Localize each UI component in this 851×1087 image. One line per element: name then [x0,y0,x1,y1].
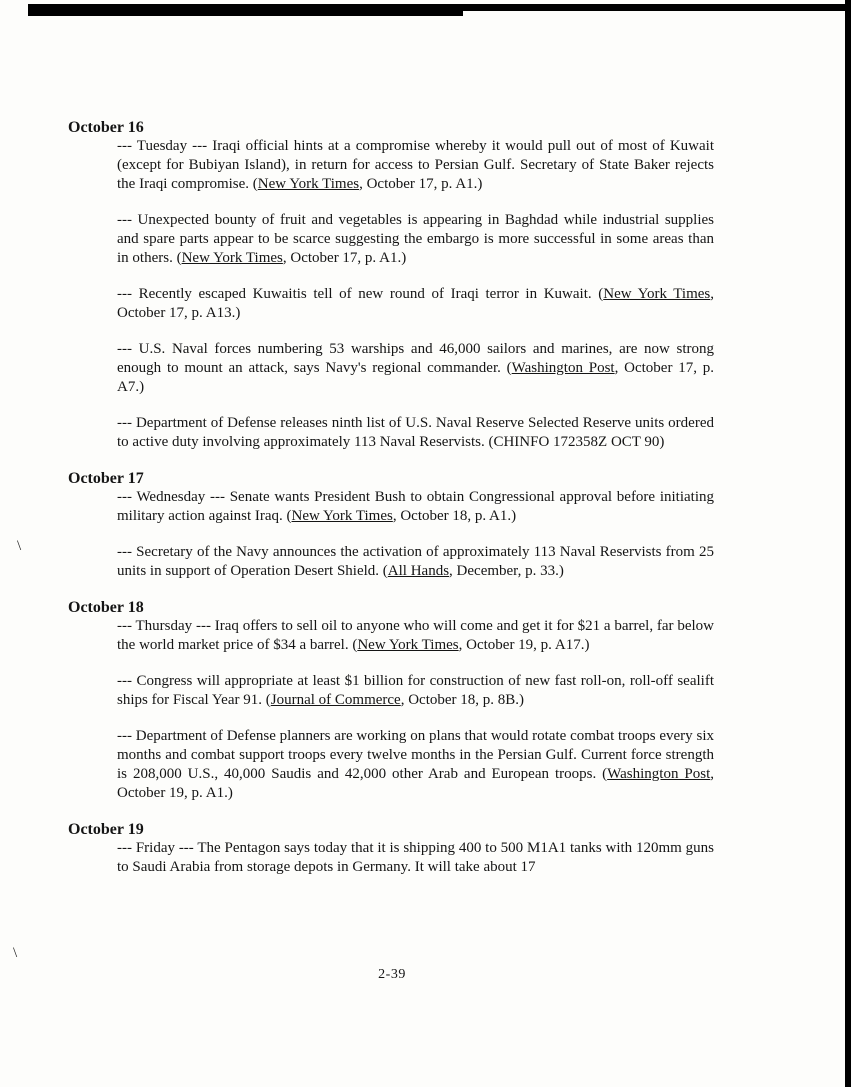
section-date-heading: October 17 [68,470,144,487]
citation-source: New York Times [257,176,360,192]
chronology-entry [117,617,714,655]
entry-text: , October 19, p. A17.) [458,637,590,653]
entry-text: --- Thursday --- Iraq offers to sell oil to anyone who will come and get it for $21 a barrel, far below the world market price of $34 a barrel. ( [117,618,714,653]
chronology-entry [117,285,714,323]
citation-source: New York Times [181,250,283,266]
entry-text: , October 17, p. A1.) [359,176,483,192]
entry-text: --- Unexpected bounty of fruit and vegetables is appearing in Baghdad while industrial supplies and spare parts appear to be scarce suggesting the embargo is more successful in some areas than in others. ( [117,212,714,266]
entry-text: --- Department of Defense releases ninth list of U.S. Naval Reserve Selected Reserve units ordered to active duty involving approximately 113 Naval Reservists. (CHINFO 172358Z OCT 90) [117,415,714,450]
page-number: 2-39 [378,967,406,982]
entry-text: , October 17, p. A13.) [117,286,714,321]
entry-text: , October 17, p. A1.) [282,250,407,266]
entry-text: , October 18, p. A1.) [392,508,517,524]
chronology-entry [117,211,714,268]
chronology-section [68,469,716,581]
scan-artifact-right-edge [845,0,851,1087]
citation-source: Washington Post [511,360,615,376]
scan-artifact-top-bar [28,4,463,16]
chronology-section [68,118,716,452]
document-body [68,118,716,894]
entry-text: , October 18, p. 8B.) [400,692,525,708]
chronology-entry [117,727,714,803]
chronology-entry [117,839,714,877]
chronology-entry [117,340,714,397]
chronology-entry [117,488,714,526]
entry-text: , October 17, p. A7.) [117,360,715,395]
chronology-entry [117,543,714,581]
entry-text: --- Tuesday --- Iraqi official hints at a compromise whereby it would pull out of most of Kuwait (except for Bubiyan Island), in return for access to Persian Gulf. Secretary of State Baker rejects the Iraqi compromise. ( [117,138,714,192]
citation-source: Washington Post [607,766,711,782]
citation-source: New York Times [603,286,711,302]
entry-text: --- Congress will appropriate at least $1 billion for construction of new fast roll-on, roll-off sealift ships for Fiscal Year 91. ( [117,673,714,708]
section-date-heading: October 18 [68,599,144,616]
entry-text: , October 19, p. A1.) [117,766,714,801]
section-date-heading: October 19 [68,821,144,838]
handwritten-tick-mark: \ [17,538,22,554]
citation-source: Journal of Commerce [270,692,401,708]
citation-source: New York Times [291,508,393,524]
entry-text: --- Friday --- The Pentagon says today that it is shipping 400 to 500 M1A1 tanks with 120mm guns to Saudi Arabia from storage depots in Germany. It will take about 17 [117,840,714,875]
chronology-entry [117,414,714,452]
chronology-entry [117,672,714,710]
entry-text: --- U.S. Naval forces numbering 53 warships and 46,000 sailors and marines, are now strong enough to mount an attack, says Navy's regional commander. ( [117,341,714,376]
chronology-entry [117,137,714,194]
citation-source: New York Times [357,637,459,653]
chronology-section [68,598,716,803]
entry-text: --- Department of Defense planners are working on plans that would rotate combat troops every six months and combat support troops every twelve months in the Persian Gulf. Current force strength is 208,000 U.S., 40,000 Saudis and 42,000 other Arab and European troops. ( [117,728,714,782]
handwritten-tick-mark: \ [13,945,18,961]
chronology-section [68,820,716,877]
entry-text: --- Recently escaped Kuwaitis tell of new round of Iraqi terror in Kuwait. ( [117,286,604,302]
citation-source: All Hands [387,563,450,579]
scan-artifact-top-bar-thin [455,4,851,11]
entry-text: --- Wednesday --- Senate wants President Bush to obtain Congressional approval before initiating military action against Iraq. ( [117,489,714,524]
section-date-heading: October 16 [68,119,144,136]
entry-text: --- Secretary of the Navy announces the activation of approximately 113 Naval Reservists from 25 units in support of Operation Desert Shield. ( [117,544,714,579]
entry-text: , December, p. 33.) [449,563,564,579]
